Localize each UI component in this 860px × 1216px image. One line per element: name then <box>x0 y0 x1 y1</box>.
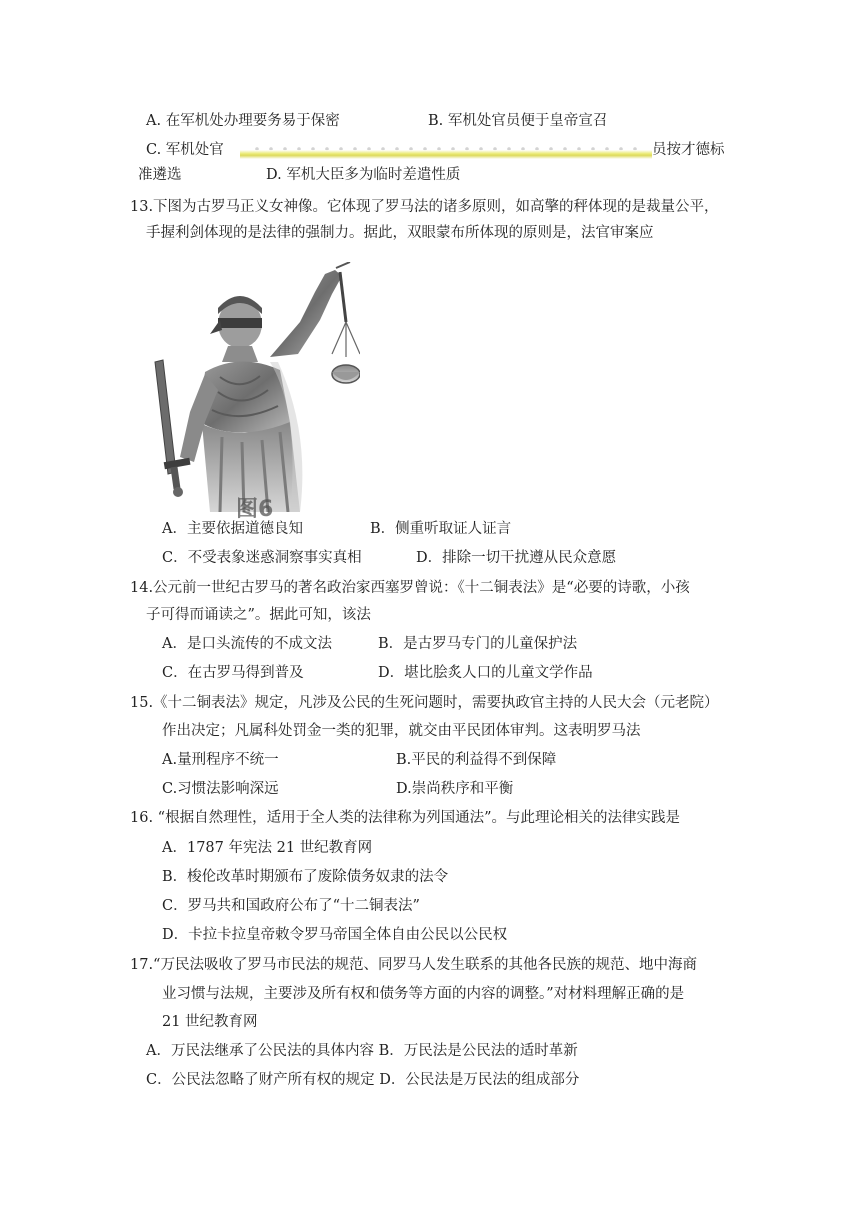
q13-option-d: D．排除一切干扰遵从民众意愿 <box>416 550 617 566</box>
q17-stem-line1: 17.“万民法吸收了罗马市民法的规范、同罗马人发生联系的其他各民族的规范、地中海商 <box>130 957 697 973</box>
q16-option-c: C．罗马共和国政府公布了“十二铜表法” <box>162 898 420 914</box>
q14-option-a: A．是口头流传的不成文法 <box>162 636 332 652</box>
q17-options-cd: C．公民法忽略了财产所有权的规定 D．公民法是万民法的组成部分 <box>146 1072 580 1088</box>
q16-option-d: D．卡拉卡拉皇帝敕令罗马帝国全体自由公民以公民权 <box>162 927 508 943</box>
q15-option-c: C.习惯法影响深远 <box>162 781 279 797</box>
q17-stem-line3: 21 世纪教育网 <box>162 1014 258 1030</box>
highlight-mark <box>240 150 652 159</box>
q15-option-b: B.平民的利益得不到保障 <box>396 752 557 768</box>
q12-option-c-continued: 准遴选 <box>138 167 182 183</box>
q14-option-d: D．堪比脍炙人口的儿童文学作品 <box>378 665 593 681</box>
q13-stem-line2: 手握利剑体现的是法律的强制力。据此，双眼蒙布所体现的原则是，法官审案应 <box>146 225 654 241</box>
q13-option-b: B．侧重听取证人证言 <box>370 521 512 537</box>
q12-option-a: A. 在军机处办理要务易于保密 <box>146 113 340 129</box>
q15-stem-line1: 15.《十二铜表法》规定，凡涉及公民的生死问题时，需要执政官主持的人民大会（元老院） <box>130 695 719 711</box>
q16-option-a: A．1787 年宪法 21 世纪教育网 <box>162 840 373 856</box>
q16-option-b: B．梭伦改革时期颁布了废除债务奴隶的法令 <box>162 869 449 885</box>
q15-stem-line2: 作出决定；凡属科处罚金一类的犯罪，就交由平民团体审判。这表明罗马法 <box>162 723 641 739</box>
q13-option-a: A．主要依据道德良知 <box>162 521 303 537</box>
q14-option-c: C．在古罗马得到普及 <box>162 665 304 681</box>
q14-option-b: B．是古罗马专门的儿童保护法 <box>378 636 578 652</box>
q16-stem-line1: 16. “根据自然理性，适用于全人类的法律称为列国通法”。与此理论相关的法律实践是 <box>130 810 680 826</box>
justice-statue-image <box>150 262 360 512</box>
q17-options-ab: A．万民法继承了公民法的具体内容 B．万民法是公民法的适时革新 <box>146 1043 578 1059</box>
q17-stem-line2: 业习惯与法规，主要涉及所有权和债务等方面的内容的调整。”对材料理解正确的是 <box>162 986 685 1002</box>
q15-option-a: A.量刑程序不统一 <box>162 752 279 768</box>
q12-option-b: B. 军机处官员便于皇帝宣召 <box>428 113 608 129</box>
q13-stem-line1: 13.下图为古罗马正义女神像。它体现了罗马法的诸多原则，如高擎的秤体现的是裁量公平， <box>130 199 719 215</box>
q15-option-d: D.崇尚秩序和平衡 <box>396 781 514 797</box>
q14-stem-line2: 子可得而诵读之”。据此可知，该法 <box>146 607 371 623</box>
q12-option-c-end: 员按才德标 <box>652 142 725 158</box>
q13-option-c: C．不受表象迷惑洞察事实真相 <box>162 550 362 566</box>
q14-stem-line1: 14.公元前一世纪古罗马的著名政治家西塞罗曾说：《十二铜表法》是“必要的诗歌，小孩 <box>130 580 690 596</box>
q12-option-d: D. 军机大臣多为临时差遣性质 <box>266 167 461 183</box>
q12-option-c-start: C. 军机处官 <box>146 142 224 158</box>
figure-label: 图6 <box>236 497 274 522</box>
